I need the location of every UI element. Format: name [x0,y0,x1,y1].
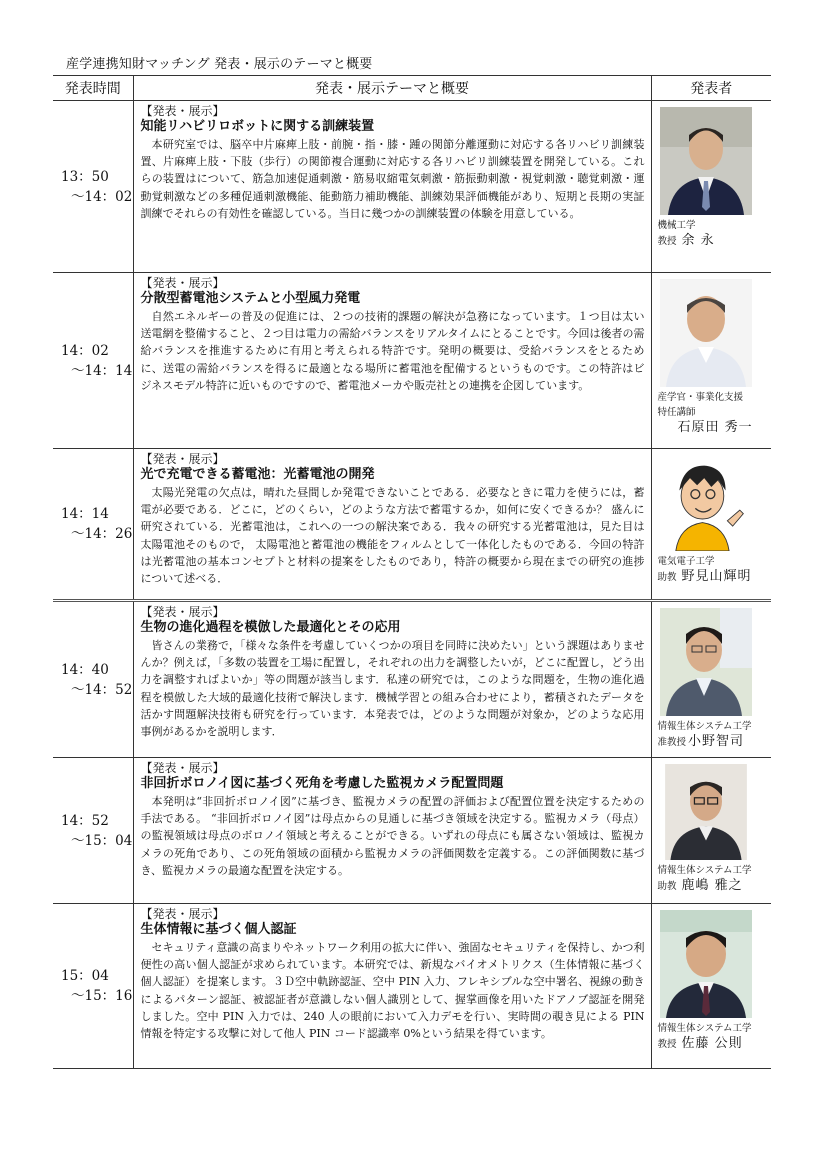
presenter-department: 産学官・事業化支援 [657,392,744,403]
time-cell [53,273,133,449]
presentation-summary: 皆さんの業務で，「様々な条件を考慮していくつかの項目を同時に決めたい」という課題はありませんか？例えば，「多数の装置を工場に配置し，それぞれの出力を調整したいが，どこに配置し，どう出力を調整すればよいか」等の問題が該当します．私達の研究では，このような問題を，生物の進化過程を模倣した大域的最適化技術で解決します．機械学習との組み合わせにより，蓄積されたデータを活かす問題解決技術も研究を行っています．本発表では，どのような問題が対象か，どのような応用事例があるかを説明します． [140,639,645,739]
presentation-summary: セキュリティ意識の高まりやネットワーク利用の拡大に伴い、強固なセキュリティを保持し、かつ利便性の高い個人認証が求められています。本研究では、新規なバイオメトリクス（生体情報に基づく個人認証）を提案します。３Ｄ空中軌跡認証、空中 PIN 入力、フレキシブルな空中署名、視線の動きによるパターン認証、被認証者が意識しない個人識別として、握掌画像を用いたドアノブ認証を開発しました。空中 PIN 入力では、240 人の眼前において入力デモを行い、実時間の覗き見による PIN 情報を特定する攻撃に対して他人 PIN コード認識率 0%という結果を得ています。 [140,941,645,1041]
theme-cell [133,758,651,904]
theme-cell [133,904,651,1069]
presenter-name-line [658,733,768,752]
presenter-department: 機械工学 [657,220,696,231]
table-row [53,758,771,904]
end-time: ～15：04 [71,832,133,849]
presenter-name: 小野智司 [688,734,745,749]
table-row [53,601,771,758]
presenter-department: 情報生体システム工学 [657,721,752,732]
category-tag: 【発表・展示】 [140,452,225,466]
presenter-name: 野見山輝明 [681,569,752,584]
presenter-cell [651,449,771,601]
presenter-department: 情報生体システム工学 [657,865,752,876]
presenter-cell [651,601,771,758]
category-tag: 【発表・展示】 [140,907,225,921]
presentation-title: 生体情報に基づく個人認証 [140,922,297,937]
presenter-position: 助教 [657,881,677,892]
presenter-position: 特任講師 [657,407,696,418]
presentation-title: 非回折ボロノイ図に基づく死角を考慮した監視カメラ配置問題 [140,776,504,791]
category-tag: 【発表・展示】 [140,605,225,619]
schedule-table [53,75,771,1069]
theme-cell [133,101,651,273]
time-cell [53,101,133,273]
time-cell [53,904,133,1069]
presenter-department: 電気電子工学 [657,556,715,567]
theme-cell [133,273,651,449]
start-time: 13：50 [61,168,109,185]
presentation-title: 生物の進化過程を模倣した最適化とその応用 [140,620,401,635]
presenter-name-line [658,877,768,896]
header-presenter: 発表者 [651,76,771,101]
theme-cell [133,601,651,758]
start-time: 14：52 [61,812,109,829]
presentation-summary: 本研究室では、脳卒中片麻痺上肢・前腕・指・膝・踵の関節分離運動に対応する各リハビリ訓練装置、片麻痺上肢・下肢（歩行）の関節複合運動に対応する各リハビリ訓練装置を開発している。これらの装置はについて、筋急加速促通刺激・筋易収縮電気刺激・筋振動刺激・視覚刺激・聴覚刺激・運動覚刺激などの多種促通刺激機能、能動筋力補助機能、訓練効果評価機能があり、短期と長期の実証訓練でそれらの有効性を確認している。当日に幾つかの訓練装置の体験を用意している。 [140,138,645,220]
presenter-position: 教授 [657,236,677,247]
theme-cell [133,449,651,601]
end-time: ～14：14 [71,362,133,379]
presentation-summary: 自然エネルギーの普及の促進には、２つの技術的課題の解決が急務になっています。１つ目は太い送電網を整備すること、２つ目は電力の需給バランスをリアルタイムにとることです。今回は後者の需給バランスを推進するために有用と考えられる特許です。発明の概要は、受給バランスをとるために、送電の需給バランスを得るに最適となる場所に蓄電池を配備するというものです。この特許はビジネスモデル特許に近いものですので、蓄電池メーカや販売社との連携を企図しています。 [140,310,645,392]
presentation-summary: 太陽光発電の欠点は，晴れた昼間しか発電できないことである．必要なときに電力を使うには，蓄電が必要である．どこに，どのくらい，どのような方法で蓄電するか，如何に安くできるか？ 盛んに研究されている．光蓄電池は，これへの一つの解決案である．我々の研究する光蓄電池は，見た目は太陽電池そのもので， 太陽電池と蓄電池の機能をフィルムとして一体化したものである．今回の特許は光蓄電池の基本コンセプトと材料の提案をしたものであり，特許の概要から現在までの研究の進捗について述べる． [140,486,645,586]
end-time: ～14：52 [71,681,133,698]
presentation-summary: 本発明は“非回折ボロノイ図”に基づき、監視カメラの配置の評価および配置位置を決定するための手法である。 “非回折ボロノイ図”は母点からの見通しに基づき領域を決定する。監視カメラ（母点）の監視領域は母点のボロノイ領域と考えることができる。いずれの母点にも属さない領域は、監視カメラの死角であり、この死角領域の面積から監視カメラの評価関数を定義する。この評価関数に基づき、監視カメラの最適な配置を決定する。 [140,795,645,877]
start-time: 15：04 [61,968,109,984]
presenter-photo [660,608,752,716]
document-title: 産学連携知財マッチング 発表・展示のテーマと概要 [66,57,373,72]
table-row [53,449,771,601]
presenter-name-block [658,406,768,436]
category-tag: 【発表・展示】 [140,276,225,290]
presenter-name: 余 永 [681,233,715,248]
presenter-cell [651,101,771,273]
end-time: ～14：02 [71,188,133,205]
table-row [53,101,771,273]
presenter-name: 鹿嶋 雅之 [681,878,743,893]
time-cell [53,758,133,904]
presenter-photo [660,279,752,387]
start-time: 14：02 [61,342,109,359]
header-theme: 発表・展示テーマと概要 [133,76,651,101]
end-time: ～14：26 [71,526,133,542]
presenter-department: 情報生体システム工学 [657,1023,752,1034]
presenter-name-line [658,232,768,251]
end-time: ～15：16 [71,988,133,1004]
time-cell [53,601,133,758]
presenter-cell [651,904,771,1069]
presenter-name: 佐藤 公則 [681,1036,743,1051]
presenter-position: 助教 [657,572,677,583]
presentation-title: 知能リハビリロボットに関する訓練装置 [140,119,375,134]
presenter-illustration [660,455,752,551]
presenter-photo [660,107,752,215]
presenter-cell [651,273,771,449]
presenter-position: 教授 [657,1039,677,1050]
category-tag: 【発表・展示】 [140,104,225,118]
presenter-photo [660,910,752,1018]
table-row [53,273,771,449]
presentation-title: 分散型蓄電池システムと小型風力発電 [140,291,361,306]
presenter-cell [651,758,771,904]
presenter-name-line [658,568,768,587]
header-time: 発表時間 [53,76,133,101]
presenter-photo [660,764,752,860]
start-time: 14：40 [61,661,109,678]
category-tag: 【発表・展示】 [140,761,225,775]
start-time: 14：14 [61,506,109,522]
presenter-name-line [658,1035,768,1054]
table-row [53,904,771,1069]
time-cell [53,449,133,601]
table-header-row [53,76,771,101]
presenter-name: 石原田 秀一 [677,420,753,435]
presentation-title: 光で充電できる蓄電池：光蓄電池の開発 [140,467,375,482]
presenter-position: 准教授 [657,737,687,748]
